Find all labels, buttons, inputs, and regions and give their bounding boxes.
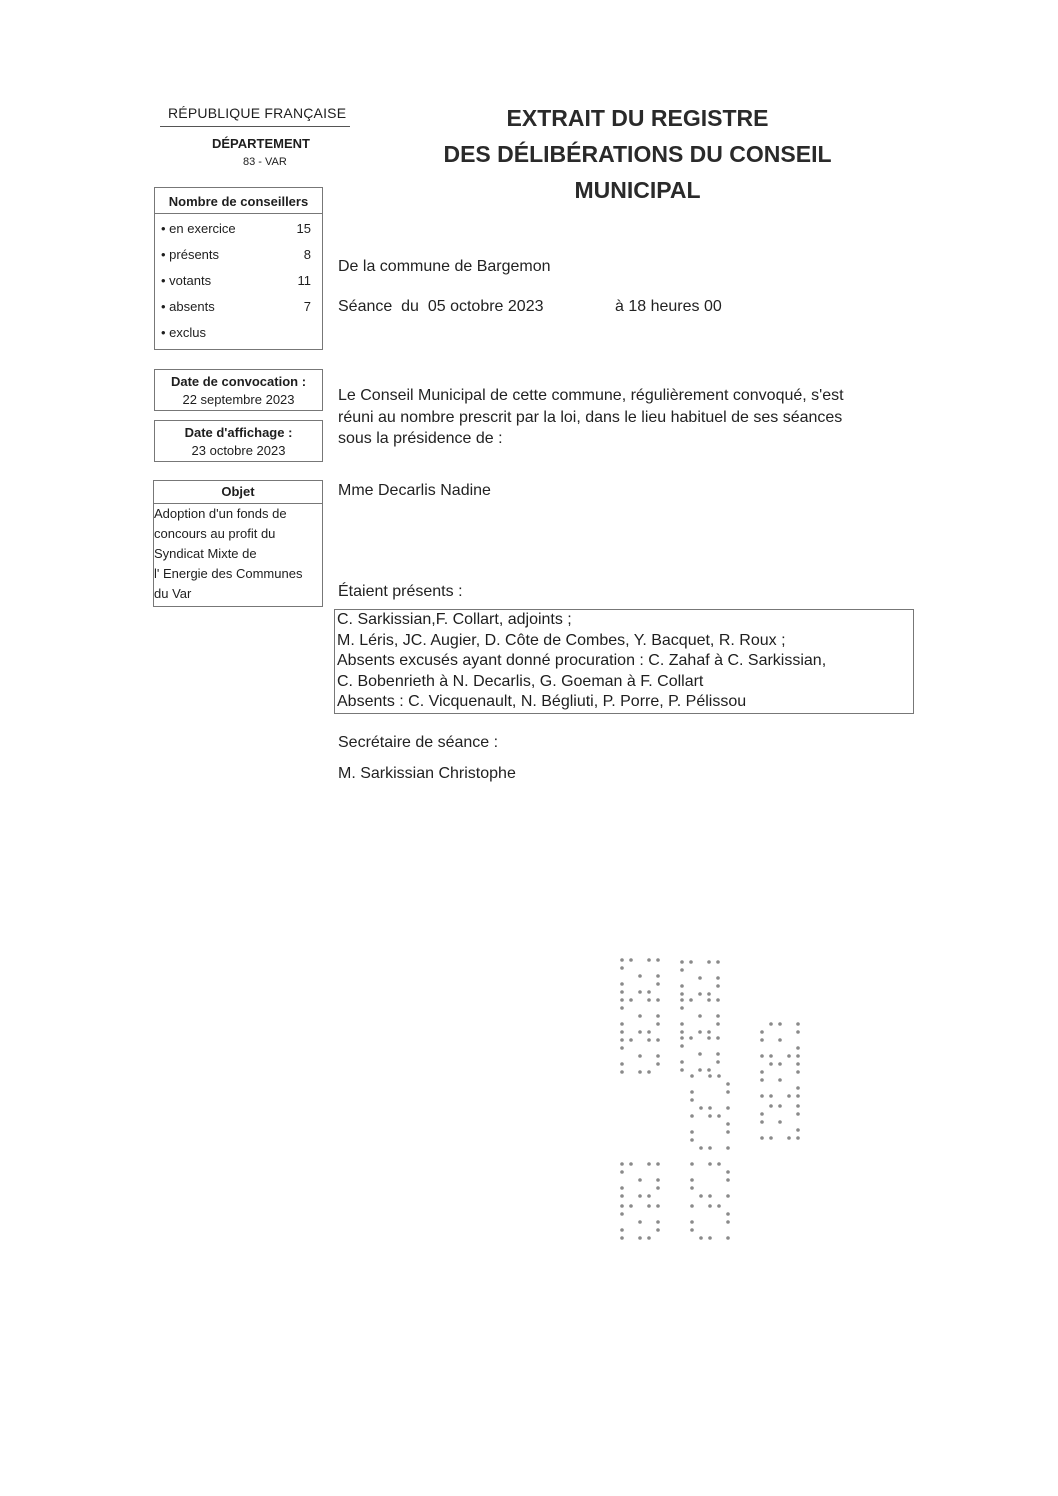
stamp-dot: [620, 1006, 624, 1010]
stamp-dot: [726, 1220, 730, 1224]
stamp-dot: [726, 1212, 730, 1216]
councillors-count-box: [154, 187, 323, 350]
stamp-dot: [690, 1204, 694, 1208]
objet-line: Adoption d'un fonds de: [154, 506, 287, 521]
stamp-dot: [787, 1054, 791, 1058]
stamp-dot: [698, 976, 702, 980]
presents-label: Étaient présents :: [338, 583, 463, 600]
stamp-dot: [716, 976, 720, 980]
stamp-dot: [726, 1122, 730, 1126]
stamp-dot: [796, 1136, 800, 1140]
stamp-dot: [726, 1146, 730, 1150]
stamp-dot: [716, 1060, 720, 1064]
count-label: • votants: [161, 273, 212, 288]
stamp-dot: [620, 1070, 624, 1074]
stamp-dot: [717, 1162, 721, 1166]
stamp-dot: [647, 1070, 651, 1074]
stamp-dot: [796, 1094, 800, 1098]
letterhead-divider: [160, 126, 350, 127]
stamp-dot: [778, 1062, 782, 1066]
stamp-dot: [638, 1220, 642, 1224]
stamp-dot: [708, 1162, 712, 1166]
stamp-dot: [690, 1114, 694, 1118]
stamp-dot: [699, 1194, 703, 1198]
stamp-dot: [707, 1030, 711, 1034]
stamp-dot: [769, 1022, 773, 1026]
objet-line: Syndicat Mixte de: [154, 546, 257, 561]
stamp-dot: [769, 1062, 773, 1066]
stamp-dot: [647, 958, 651, 962]
stamp-dot: [760, 1094, 764, 1098]
conseil-line: sous la présidence de :: [338, 430, 503, 447]
presents-line: C. Bobenrieth à N. Decarlis, G. Goeman à F. Collart: [337, 672, 704, 690]
president-name: Mme Decarlis Nadine: [338, 482, 491, 499]
stamp-dot: [699, 1106, 703, 1110]
stamp-dot: [708, 1146, 712, 1150]
stamp-dot: [690, 1186, 694, 1190]
stamp-dot: [620, 958, 624, 962]
count-value: 15: [296, 221, 311, 236]
stamp-dot: [680, 1006, 684, 1010]
stamp-dot: [796, 1104, 800, 1108]
stamp-dot: [787, 1094, 791, 1098]
stamp-dot: [778, 1120, 782, 1124]
stamp-dot: [698, 1030, 702, 1034]
stamp-dot: [726, 1194, 730, 1198]
stamp-dot: [760, 1030, 764, 1034]
stamp-dot: [620, 1038, 624, 1042]
stamp-dot: [707, 1068, 711, 1072]
count-value: 8: [303, 247, 311, 262]
stamp-dot: [680, 960, 684, 964]
counts-header: Nombre de conseillers: [168, 194, 309, 209]
presents-line: M. Léris, JC. Augier, D. Côte de Combes, Y. Bacquet, R. Roux ;: [337, 631, 786, 649]
stamp-dot: [620, 1186, 624, 1190]
stamp-dot: [760, 1038, 764, 1042]
stamp-dot: [726, 1170, 730, 1174]
stamp-dot: [680, 968, 684, 972]
stamp-dot: [796, 1062, 800, 1066]
republique-francaise: RÉPUBLIQUE FRANÇAISE: [168, 105, 347, 121]
stamp-dot: [620, 1162, 624, 1166]
counts-divider: [155, 213, 322, 214]
stamp-dot: [689, 1036, 693, 1040]
stamp-dot: [656, 1038, 660, 1042]
stamp-dot: [708, 1074, 712, 1078]
stamp-dot: [656, 1022, 660, 1026]
objet-box: [153, 480, 323, 607]
stamp-dot: [680, 1022, 684, 1026]
departement-value: 83 - VAR: [243, 156, 287, 168]
stamp-dot: [796, 1070, 800, 1074]
objet-line: du Var: [154, 586, 192, 601]
stamp-dot: [638, 1070, 642, 1074]
stamp-dot: [656, 1186, 660, 1190]
presents-line: C. Sarkissian,F. Collart, adjoints ;: [337, 611, 572, 628]
count-row-exclus: [161, 325, 311, 340]
stamp-dot: [638, 1236, 642, 1240]
stamp-dot: [708, 1106, 712, 1110]
count-row-presents: [161, 247, 311, 262]
stamp-dot: [680, 984, 684, 988]
stamp-dot: [647, 1194, 651, 1198]
stamp-dot: [707, 960, 711, 964]
stamp-dot: [708, 1114, 712, 1118]
stamp-dot: [680, 1060, 684, 1064]
stamp-dot: [778, 1078, 782, 1082]
stamp-dot: [656, 982, 660, 986]
stamp-dot: [680, 1036, 684, 1040]
title-line-2: DES DÉLIBÉRATIONS DU CONSEIL: [443, 141, 832, 167]
stamp-dot: [796, 1112, 800, 1116]
stamp-dot: [620, 982, 624, 986]
stamp-dot: [716, 984, 720, 988]
stamp-dot: [699, 1146, 703, 1150]
stamp-dot: [699, 1236, 703, 1240]
stamp-dot: [698, 1068, 702, 1072]
stamp-dot: [620, 990, 624, 994]
stamp-dot: [647, 1204, 651, 1208]
stamp-dot: [620, 1046, 624, 1050]
stamp-dot: [638, 1178, 642, 1182]
stamp-dot: [716, 1052, 720, 1056]
stamp-dot: [680, 1044, 684, 1048]
stamp-dot: [707, 992, 711, 996]
stamp-dot: [726, 1106, 730, 1110]
count-label: • absents: [161, 299, 215, 314]
stamp-dot: [760, 1112, 764, 1116]
stamp-dot: [620, 1228, 624, 1232]
stamp-dot: [629, 1204, 633, 1208]
presents-line: Absents excusés ayant donné procuration : C. Zahaf à C. Sarkissian,: [337, 652, 827, 669]
stamp-dot: [656, 1054, 660, 1058]
stamp-dot: [698, 992, 702, 996]
stamp-dot: [698, 1052, 702, 1056]
stamp-dot: [656, 998, 660, 1002]
conseil-paragraph: [338, 385, 898, 450]
stamp-dot: [760, 1136, 764, 1140]
stamp-dot: [760, 1120, 764, 1124]
stamp-dot: [716, 998, 720, 1002]
count-value: 11: [297, 273, 311, 288]
stamp-dot: [620, 966, 624, 970]
count-row-en-exercice: [161, 221, 311, 236]
stamp-dot: [707, 1036, 711, 1040]
stamp-dot: [690, 1074, 694, 1078]
stamp-dot: [620, 1212, 624, 1216]
stamp-dot: [620, 1236, 624, 1240]
convocation-label: Date de convocation :: [170, 374, 307, 389]
stamp-dot: [690, 1130, 694, 1134]
stamp-dot: [796, 1086, 800, 1090]
objet-label: Objet: [154, 484, 322, 504]
stamp-dot: [716, 1022, 720, 1026]
stamp-dot: [690, 1228, 694, 1232]
stamp-dot: [726, 1082, 730, 1086]
stamp-dot: [647, 1236, 651, 1240]
stamp-dot: [690, 1098, 694, 1102]
stamp-dot: [656, 1014, 660, 1018]
stamp-dot: [638, 974, 642, 978]
seance-heure: à 18 heures 00: [615, 298, 722, 315]
stamp-dot: [620, 1022, 624, 1026]
stamp-dot: [796, 1128, 800, 1132]
stamp-dot: [769, 1136, 773, 1140]
stamp-dot: [629, 998, 633, 1002]
stamp-dot: [638, 1030, 642, 1034]
stamp-dot: [708, 1204, 712, 1208]
stamp-dot: [716, 960, 720, 964]
stamp-dot: [647, 1162, 651, 1166]
stamp-dot: [638, 1014, 642, 1018]
stamp-dot: [690, 1220, 694, 1224]
stamp-dot: [680, 998, 684, 1002]
stamp-dot: [769, 1094, 773, 1098]
stamp-dot: [620, 1062, 624, 1066]
stamp-dot: [707, 998, 711, 1002]
stamp-dot: [647, 990, 651, 994]
count-label: • exclus: [161, 325, 207, 340]
stamp-dot: [708, 1236, 712, 1240]
presents-list-box: [334, 609, 914, 714]
stamp-dot: [796, 1030, 800, 1034]
stamp-dot: [717, 1074, 721, 1078]
stamp-dot: [796, 1054, 800, 1058]
stamp-dot: [620, 1204, 624, 1208]
stamp-dot: [787, 1136, 791, 1140]
commune-name: De la commune de Bargemon: [338, 258, 551, 275]
stamp-dot: [647, 998, 651, 1002]
stamp-dot: [760, 1078, 764, 1082]
count-row-absents: [161, 299, 311, 314]
perforated-stamp: [612, 958, 812, 1248]
objet-line: concours au profit du: [154, 526, 276, 541]
stamp-dot: [778, 1022, 782, 1026]
stamp-dot: [656, 958, 660, 962]
stamp-dot: [796, 1046, 800, 1050]
stamp-dot: [629, 1162, 633, 1166]
count-label: • en exercice: [161, 221, 236, 236]
stamp-dot: [656, 1062, 660, 1066]
stamp-dot: [656, 974, 660, 978]
stamp-dot: [708, 1194, 712, 1198]
document-title: [400, 100, 875, 208]
stamp-dot: [769, 1104, 773, 1108]
count-value: 7: [303, 299, 311, 314]
affichage-date-box: [154, 420, 323, 462]
stamp-dot: [726, 1178, 730, 1182]
stamp-dot: [726, 1130, 730, 1134]
stamp-dot: [656, 1228, 660, 1232]
stamp-dot: [760, 1070, 764, 1074]
convocation-date-box: [154, 369, 323, 411]
departement-label: DÉPARTEMENT: [212, 136, 310, 151]
secretaire-label: Secrétaire de séance :: [338, 734, 499, 751]
stamp-dot: [620, 1194, 624, 1198]
stamp-dot: [620, 998, 624, 1002]
stamp-dot: [620, 1030, 624, 1034]
secretaire-name: M. Sarkissian Christophe: [338, 765, 516, 782]
affichage-label: Date d'affichage :: [184, 425, 293, 440]
stamp-dot: [698, 1014, 702, 1018]
stamp-dot: [647, 1030, 651, 1034]
stamp-dot: [726, 1236, 730, 1240]
stamp-dot: [647, 1038, 651, 1042]
stamp-dot: [778, 1038, 782, 1042]
count-label: • présents: [161, 247, 220, 262]
stamp-dot: [690, 1090, 694, 1094]
title-line-3: MUNICIPAL: [574, 177, 701, 203]
stamp-dot: [796, 1022, 800, 1026]
seance-date: Séance du 05 octobre 2023: [338, 298, 544, 315]
stamp-dot: [726, 1090, 730, 1094]
stamp-dot: [638, 990, 642, 994]
stamp-dot: [680, 992, 684, 996]
stamp-dot: [620, 1170, 624, 1174]
objet-line: l' Energie des Communes: [154, 566, 303, 581]
stamp-dot: [656, 1204, 660, 1208]
stamp-dot: [716, 1036, 720, 1040]
stamp-dot: [680, 1068, 684, 1072]
stamp-dot: [690, 1138, 694, 1142]
conseil-line: réuni au nombre prescrit par la loi, dans le lieu habituel de ses séances: [338, 408, 843, 426]
stamp-dot: [717, 1114, 721, 1118]
stamp-dot: [690, 1178, 694, 1182]
stamp-dot: [638, 1054, 642, 1058]
stamp-dot: [689, 960, 693, 964]
stamp-dot: [760, 1054, 764, 1058]
stamp-dot: [656, 1220, 660, 1224]
stamp-dot: [629, 958, 633, 962]
stamp-dot: [629, 1038, 633, 1042]
stamp-dot: [717, 1204, 721, 1208]
count-row-votants: [161, 273, 311, 288]
stamp-dot: [690, 1162, 694, 1166]
objet-text: [154, 504, 322, 604]
stamp-dot: [638, 1194, 642, 1198]
stamp-dot: [769, 1054, 773, 1058]
stamp-dot: [656, 1178, 660, 1182]
stamp-dot: [656, 1162, 660, 1166]
stamp-dot: [689, 998, 693, 1002]
affichage-value: 23 octobre 2023: [191, 443, 286, 458]
title-line-1: EXTRAIT DU REGISTRE: [506, 105, 769, 131]
conseil-line: Le Conseil Municipal de cette commune, régulièrement convoqué, s'est: [338, 387, 844, 404]
convocation-value: 22 septembre 2023: [182, 392, 295, 407]
stamp-dot: [680, 1030, 684, 1034]
stamp-dot: [778, 1104, 782, 1108]
presents-line: Absents : C. Vicquenault, N. Bégliuti, P. Porre, P. Pélissou: [337, 693, 747, 710]
stamp-dot: [716, 1014, 720, 1018]
